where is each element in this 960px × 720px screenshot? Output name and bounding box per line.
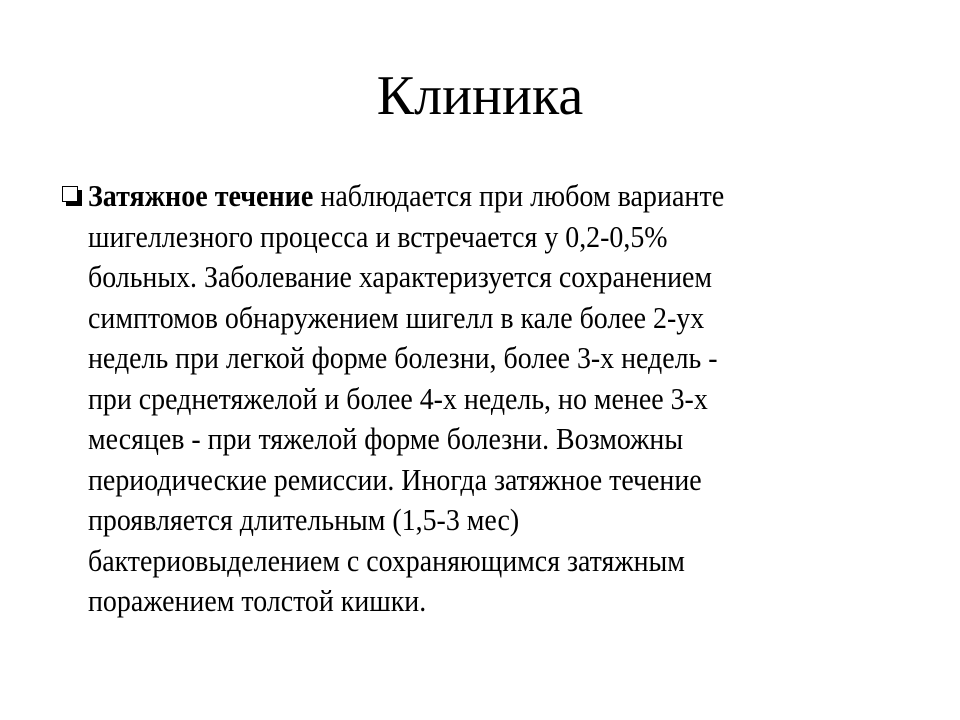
slide-title: Клиника bbox=[376, 65, 584, 127]
bold-lead-term: Затяжное течение bbox=[88, 178, 314, 213]
bullet-paragraph bbox=[88, 176, 791, 622]
paragraph-line: больных. Заболевание характеризуется сохранением bbox=[88, 259, 713, 294]
paragraph-line: Затяжное течение наблюдается при любом варианте bbox=[88, 178, 725, 213]
square-bullet-icon bbox=[62, 186, 81, 205]
paragraph-line: симптомов обнаружением шигелл в кале более 2-ух bbox=[88, 299, 705, 335]
paragraph-line: проявляется длительным (1,5-3 мес) bbox=[88, 502, 520, 537]
paragraph-line: при среднетяжелой и более 4-х недель, но менее 3-х bbox=[88, 380, 708, 416]
paragraph-line: недель при легкой форме болезни, более 3-х недель - bbox=[88, 340, 718, 375]
paragraph-line: поражением толстой кишки. bbox=[88, 583, 427, 618]
paragraph-line: периодические ремиссии. Иногда затяжное течение bbox=[88, 461, 702, 497]
paragraph-line: месяцев - при тяжелой форме болезни. Возможны bbox=[88, 421, 684, 456]
paragraph-line: шигеллезного процесса и встречается у 0,2-0,5% bbox=[88, 218, 668, 254]
paragraph-line: бактериовыделением с сохраняющимся затяжным bbox=[88, 542, 685, 578]
